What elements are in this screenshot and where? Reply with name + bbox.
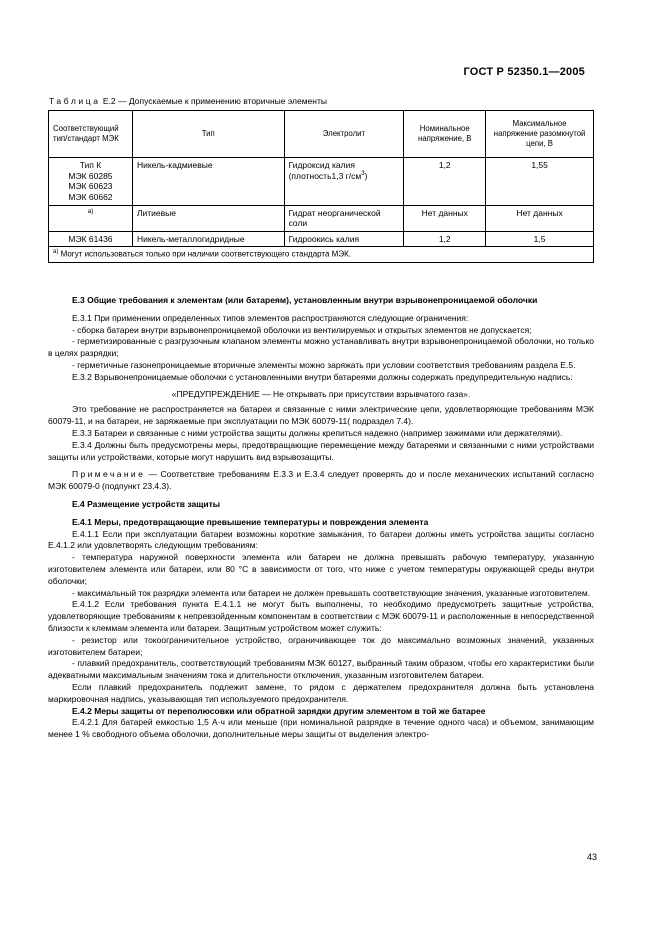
- paragraph-e32: Е.3.2 Взрывонепроницаемые оболочки с установленными внутри батареями должны содержать предупредительную надпись:: [72, 371, 573, 382]
- header-cell-nominal: Номинальное напряжение, В: [404, 111, 486, 158]
- cell-type: Никель-металлогидридные: [132, 231, 284, 247]
- cell-electrolyte: Гидрат неорганической соли: [284, 205, 404, 231]
- paragraph-e31: Е.3.1 При применении определенных типов элементов распространяются следующие ограничения:: [72, 312, 469, 323]
- table-caption-label: Таблица: [49, 96, 101, 106]
- list-item: - герметичные газонепроницаемые вторичные элементы можно заряжать при условии соответствия требованиям раздела Е.5.: [72, 359, 576, 370]
- table-row: [49, 231, 594, 247]
- header-cell-max: Максимальное напряжение разомкнутой цепи, В: [486, 111, 594, 158]
- cell-std: а): [49, 205, 133, 231]
- table-header-row: [49, 111, 594, 158]
- table-footnote: [49, 247, 594, 263]
- footnote-mark: а): [53, 249, 59, 256]
- paragraph-e33: Е.3.3 Батареи и связанные с ними устройства защиты должны крепиться надежно (например зажимами или держателями).: [72, 427, 563, 438]
- list-item: - плавкий предохранитель, соответствующий требованиям МЭК 60127, выбранный таким образом, чтобы его характеристики были адекватными максимальным значениям тока и длительности отключения, указанным изготовителем батареи.: [48, 658, 594, 681]
- warning-inscription: «ПРЕДУПРЕЖДЕНИЕ — Не открывать при присутствии взрывчатого газа».: [171, 388, 471, 399]
- electrolyte-name: Гидроксид калия: [288, 160, 355, 170]
- standard-header: ГОСТ Р 52350.1—2005: [463, 66, 585, 78]
- section-heading-e4: Е.4 Размещение устройств защиты: [72, 498, 221, 509]
- note-text: — Соответствие требованиям Е.3.3 и Е.3.4 следует проверять до и после механических испытаний согласно МЭК 60079-0 (подпункт 23.4.3).: [48, 469, 594, 492]
- secondary-cells-table: [48, 110, 594, 263]
- cell-type: Никель-кадмиевые: [132, 158, 284, 206]
- paragraph-e412: Е.4.1.2 Если требования пункта Е.4.1.1 не могут быть выполнены, то необходимо предусмотреть защитные устройства, удовлетворяющие требованиям к непревзойденным компонентам в соответствии с МЭК 60079-11 и расположенные в непосредственной близости к клеммам элемента или батареи. Защитным устройством может служить:: [48, 599, 594, 633]
- cell-type: Литиевые: [132, 205, 284, 231]
- table-caption-text: Е.2 — Допускаемые к применению вторичные элементы: [102, 96, 327, 106]
- note-label: Примечание: [72, 469, 146, 480]
- paragraph-e411: Е.4.1.1 Если при эксплуатации батареи возможны короткие замыкания, то батареи должны иметь устройства защиты согласно Е.4.1.2 или удовлетворять следующим требованиям:: [48, 528, 594, 551]
- cell-max: 1,5: [486, 231, 594, 247]
- cell-max: 1,55: [486, 158, 594, 206]
- paragraph-e421: Е.4.2.1 Для батарей емкостью 1,5 А·ч или меньше (при номинальной разрядке в течение одного часа) и объемом, занимающим менее 1 % свободного объема оболочки, дополнительные меры защиты от выделения электро-: [48, 717, 594, 740]
- table-footnote-row: [49, 247, 594, 263]
- cell-electrolyte: [284, 158, 404, 206]
- electrolyte-close: ): [364, 170, 368, 181]
- list-item: - герметизированные с разгрузочным клапаном элементы можно устанавливать внутри взрывонепроницаемой оболочки, но только в целях разрядки;: [48, 336, 594, 359]
- subsection-heading-e41: Е.4.1 Меры, предотвращающие превышение температуры и повреждения элемента: [72, 516, 429, 527]
- footnote-text: Могут использоваться только при наличии соответствующего стандарта МЭК.: [60, 250, 351, 260]
- header-cell-type: Тип: [132, 111, 284, 158]
- cell-nominal: 1,2: [404, 231, 486, 247]
- cell-nominal: 1,2: [404, 158, 486, 206]
- table-row: [49, 205, 594, 231]
- header-cell-electrolyte: Электролит: [284, 111, 404, 158]
- cell-std: МЭК 61436: [49, 231, 133, 247]
- cell-std: Тип К МЭК 60285 МЭК 60623 МЭК 60662: [49, 158, 133, 206]
- list-item: - максимальный ток разрядки элемента или батареи не должен превышать соответствующие значения, указанные изготовителем.: [72, 587, 591, 598]
- paragraph-e32-cont: Это требование не распространяется на батареи и связанные с ними электрические цепи, удовлетворяющие требованиям МЭК 60079-11, и на батареи, не заряжаемые при эксплуатации по МЭК 60079-11( подраздел 7.4).: [48, 404, 594, 427]
- page-number: 43: [586, 852, 597, 862]
- list-item: - резистор или токоограничительное устройство, ограничивающее ток до максимально возможных значений, указанных изготовителем батареи;: [48, 634, 594, 657]
- document-body: [48, 295, 594, 741]
- cell-max: Нет данных: [486, 205, 594, 231]
- cell-nominal: Нет данных: [404, 205, 486, 231]
- list-item: - сборка батареи внутри взрывонепроницаемой оболочки из вентилируемых и открытых элементов не допускается;: [72, 324, 532, 335]
- header-cell-std: Соответствующий тип/стандарт МЭК: [49, 111, 133, 158]
- list-item: - температура наружной поверхности элемента или батареи не должна превышать рабочую температуру, указанную изготовителем элемента или батареи, или 80 °С в зависимости от того, что ниже с учетом температуры окружающей среды внутри оболочки;: [48, 552, 594, 586]
- note-paragraph: [48, 469, 594, 493]
- electrolyte-density: (плотность1,3 г/см: [288, 170, 362, 181]
- paragraph-e34: Е.3.4 Должны быть предусмотрены меры, предотвращающие перемещение между батареями и связанными с ними устройствами защиты или устройствами, которые могут нарушить вид взрывозащиты.: [48, 439, 594, 462]
- paragraph-e412-cont: Если плавкий предохранитель подлежит замене, то рядом с держателем предохранителя должна быть установлена маркировочная надпись, указывающая тип используемого предохранителя.: [48, 681, 594, 704]
- section-heading-e3: Е.3 Общие требования к элементам (или батареям), установленным внутри взрывонепроницаемой оболочки: [72, 295, 538, 305]
- density-unit-sup: 3: [361, 170, 365, 177]
- table-caption: [49, 96, 327, 106]
- table-row: [49, 158, 594, 206]
- subsection-heading-e42: Е.4.2 Меры защиты от переполюсовки или обратной зарядки другим элементом в той же батарее: [72, 705, 486, 716]
- cell-electrolyte: Гидроокись калия: [284, 231, 404, 247]
